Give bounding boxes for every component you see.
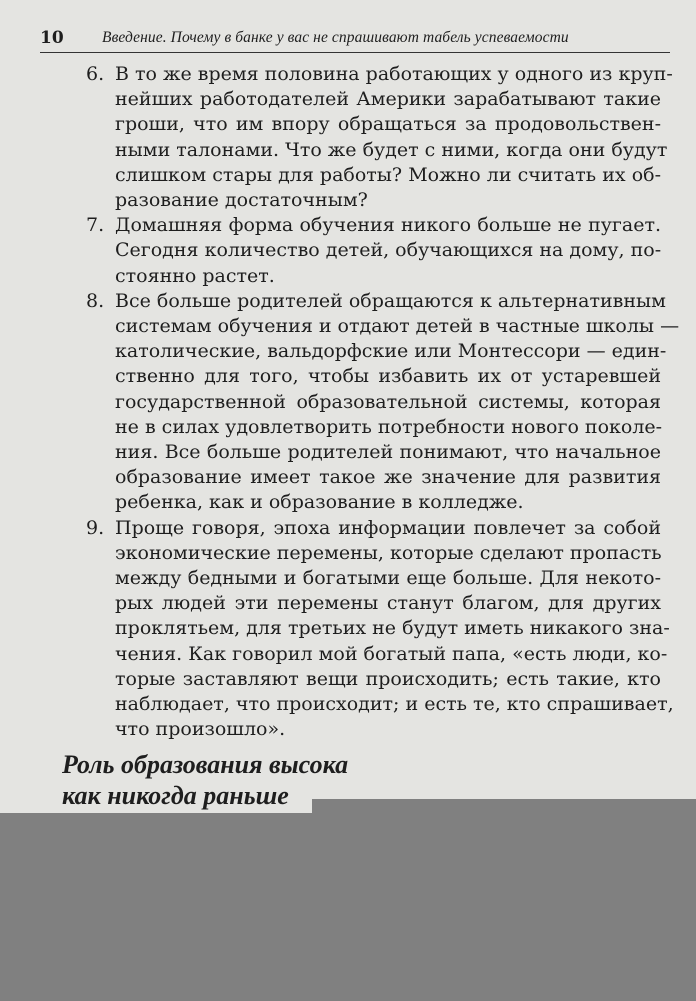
section-heading-line-1: Роль образования высока — [62, 750, 349, 779]
text-line: ными талонами. Что же будет с ними, когда они будут — [115, 138, 668, 161]
text-line: что произошло». — [115, 718, 286, 741]
text-line: Сегодня количество детей, обучающихся на дому, по- — [115, 239, 662, 262]
text-line: системам обучения и отдают детей в частные школы — — [115, 315, 680, 337]
list-item — [86, 213, 661, 289]
list-item — [86, 516, 674, 743]
text-line: гроши, что им впору обращаться за продовольствен- — [115, 113, 661, 136]
list-item-number: 7. — [86, 214, 105, 237]
text-line: разование достаточным? — [115, 189, 368, 212]
text-line: образование имеет такое же значение для развития — [115, 466, 661, 489]
text-line: рых людей эти перемены станут благом, для других — [115, 592, 661, 615]
list-item — [86, 289, 680, 516]
text-line: Домашняя форма обучения никого больше не пугает. — [115, 214, 661, 237]
list-item-number: 6. — [86, 63, 105, 85]
text-line: наблюдает, что происходит; и есть те, кто спрашивает, — [115, 693, 674, 716]
text-line: не в силах удовлетворить потребности нового поколе- — [115, 415, 663, 438]
text-line: ственно для того, чтобы избавить их от устаревшей — [115, 365, 661, 388]
text-line: католические, вальдорфские или Монтессори — един- — [115, 340, 667, 363]
redaction-overlay-bottom — [0, 813, 696, 1001]
text-line: между бедными и богатыми еще больше. Для некото- — [115, 567, 661, 589]
text-line: государственной образовательной системы, которая — [115, 390, 661, 413]
text-line: нейших работодателей Америки зарабатывают такие — [115, 88, 661, 111]
text-line: экономические перемены, которые сделают пропасть — [115, 541, 662, 564]
text-line: Все больше родителей обращаются к альтернативным — [115, 289, 666, 312]
page-number: 10 — [40, 28, 64, 48]
list-item — [86, 62, 673, 213]
text-line: В то же время половина работающих у одного из круп- — [115, 63, 673, 85]
text-line: стоянно растет. — [115, 264, 275, 287]
text-line: Проще говоря, эпоха информации повлечет за собой — [115, 516, 661, 539]
list-item-number: 9. — [86, 516, 105, 539]
text-line: ния. Все больше родителей понимают, что начальное — [115, 441, 661, 464]
text-line: слишком стары для работы? Можно ли считать их об- — [115, 163, 661, 186]
running-title: Введение. Почему в банке у вас не спрашивают табель успеваемости — [102, 29, 569, 46]
section-heading — [62, 749, 348, 811]
text-line: торые заставляют вещи происходить; есть такие, кто — [115, 667, 661, 690]
text-line: проклятьем, для третьих не будут иметь никакого зна- — [115, 617, 670, 640]
section-heading-line-2: как никогда раньше — [62, 781, 289, 810]
text-line: ребенка, как и образование в колледже. — [115, 491, 524, 514]
running-header — [40, 26, 670, 53]
list-item-number: 8. — [86, 289, 105, 312]
text-line: чения. Как говорил мой богатый папа, «есть люди, ко- — [115, 642, 668, 665]
